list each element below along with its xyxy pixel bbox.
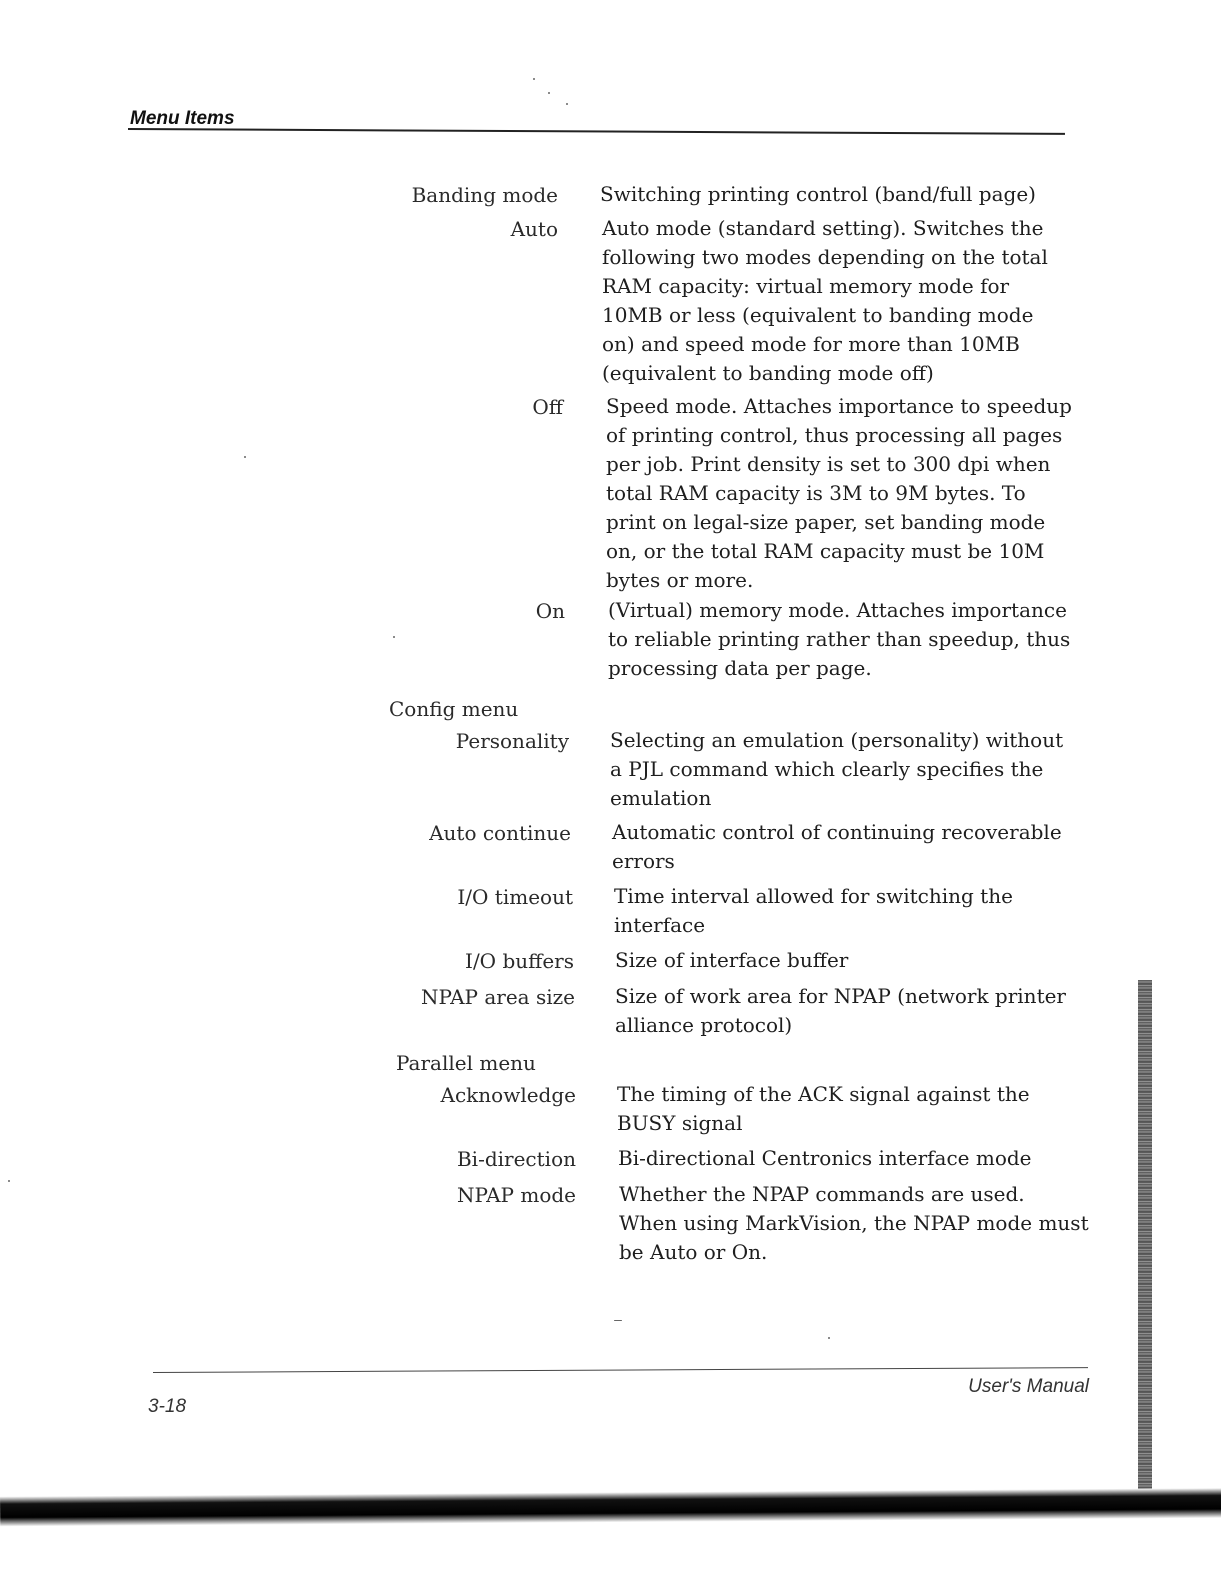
description: Auto mode (standard setting). Switches the following two modes depending on the total RAM capacity: virtual memory mode for 10MB or less (equivalent to banding mode on) and speed mode for more than 10MB (equivalent to banding mode off) bbox=[602, 216, 1048, 385]
description: Size of work area for NPAP (network printer alliance protocol) bbox=[615, 984, 1066, 1037]
scan-speck bbox=[548, 92, 550, 94]
running-header-title: Menu Items bbox=[130, 108, 235, 129]
description: Time interval allowed for switching the interface bbox=[614, 884, 1013, 937]
description: Selecting an emulation (personality) without a PJL command which clearly specifies the emulation bbox=[610, 728, 1064, 810]
term: On bbox=[535, 599, 565, 623]
section-title-config-menu: Config menu bbox=[389, 697, 519, 721]
term: NPAP mode bbox=[456, 1183, 576, 1207]
header-rule bbox=[128, 128, 1065, 135]
page-number: 3-18 bbox=[148, 1396, 187, 1417]
footer-manual-title: User's Manual bbox=[968, 1376, 1089, 1397]
term: Bi-direction bbox=[456, 1147, 576, 1171]
description: (Virtual) memory mode. Attaches importance to reliable printing rather than speedup, thus processing data per page. bbox=[608, 598, 1071, 680]
scan-speck bbox=[393, 636, 395, 638]
term: I/O buffers bbox=[465, 949, 574, 973]
term: Personality bbox=[455, 729, 569, 753]
scan-speck bbox=[828, 1337, 830, 1339]
scan-bottom-bar-artifact bbox=[0, 1488, 1221, 1527]
description: Bi-directional Centronics interface mode bbox=[618, 1146, 1032, 1170]
scan-speck bbox=[8, 1180, 10, 1182]
scan-speck bbox=[533, 78, 535, 80]
scan-edge-artifact bbox=[1138, 980, 1152, 1510]
scan-speck bbox=[566, 103, 568, 105]
description: Speed mode. Attaches importance to speedup of printing control, thus processing all pages per job. Print density is set to 300 dpi when total RAM capacity is 3M to 9M bytes. To print on legal-size paper, set banding mode on, or the total RAM capacity must be 10M bytes or more. bbox=[606, 394, 1072, 592]
footer-rule bbox=[153, 1367, 1088, 1373]
term: Auto bbox=[510, 217, 558, 241]
scan-speck bbox=[614, 1320, 622, 1321]
term: NPAP area size bbox=[420, 985, 575, 1009]
description: Whether the NPAP commands are used. When using MarkVision, the NPAP mode must be Auto or On. bbox=[619, 1182, 1089, 1264]
scan-speck bbox=[244, 456, 246, 458]
description: The timing of the ACK signal against the BUSY signal bbox=[617, 1082, 1030, 1135]
term: Off bbox=[532, 395, 563, 419]
term: Auto continue bbox=[429, 821, 571, 845]
section-title-parallel-menu: Parallel menu bbox=[396, 1051, 536, 1075]
term: Banding mode bbox=[411, 183, 558, 207]
description: Size of interface buffer bbox=[615, 948, 849, 972]
term: I/O timeout bbox=[457, 885, 573, 909]
term: Acknowledge bbox=[440, 1083, 576, 1107]
description: Automatic control of continuing recoverable errors bbox=[612, 820, 1062, 873]
description: Switching printing control (band/full page) bbox=[600, 182, 1036, 206]
